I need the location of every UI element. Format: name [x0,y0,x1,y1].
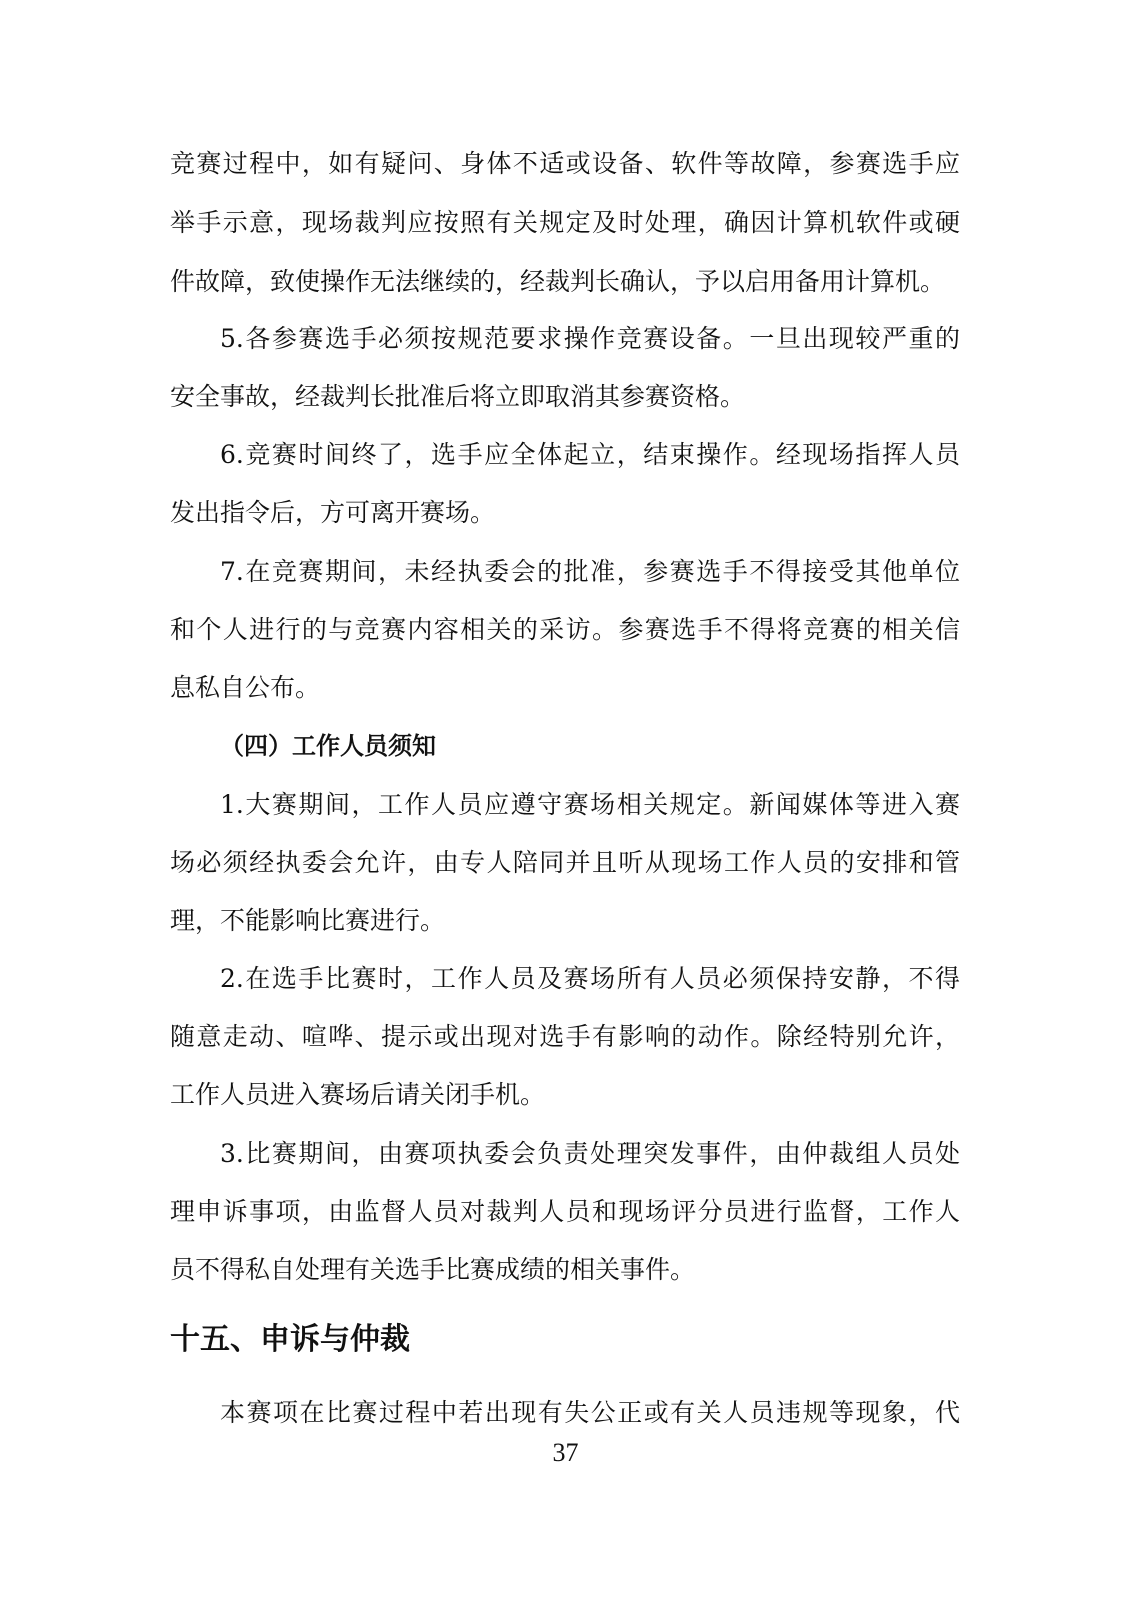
paragraph-line: 举手示意，现场裁判应按照有关规定及时处理，确因计算机软件或硬 [170,208,960,237]
page-number: 37 [552,1438,579,1467]
paragraph-line: 7.在竞赛期间，未经执委会的批准，参赛选手不得接受其他单位 [220,557,960,586]
paragraph-line: 1.大赛期间，工作人员应遵守赛场相关规定。新闻媒体等进入赛 [220,790,960,819]
paragraph-line: 和个人进行的与竞赛内容相关的采访。参赛选手不得将竞赛的相关信 [170,615,960,644]
paragraph-line: 竞赛过程中，如有疑问、身体不适或设备、软件等故障，参赛选手应 [170,149,960,178]
paragraph-line: 2.在选手比赛时，工作人员及赛场所有人员必须保持安静，不得 [220,964,960,993]
paragraph-line: 3.比赛期间，由赛项执委会负责处理突发事件，由仲裁组人员处 [220,1139,960,1168]
paragraph-line: 件故障，致使操作无法继续的，经裁判长确认，予以启用备用计算机。 [170,267,946,296]
paragraph-line: 场必须经执委会允许，由专人陪同并且听从现场工作人员的安排和管 [170,848,960,877]
section-subheading: （四）工作人员须知 [220,732,436,760]
paragraph-line: 安全事故，经裁判长批准后将立即取消其参赛资格。 [170,382,746,411]
paragraph-line: 本赛项在比赛过程中若出现有失公正或有关人员违规等现象，代 [220,1398,960,1427]
paragraph-line: 5.各参赛选手必须按规范要求操作竞赛设备。一旦出现较严重的 [220,324,960,353]
paragraph-line: 工作人员进入赛场后请关闭手机。 [170,1080,546,1109]
paragraph-line: 理，不能影响比赛进行。 [170,906,446,935]
paragraph-line: 理申诉事项，由监督人员对裁判人员和现场评分员进行监督，工作人 [170,1197,960,1226]
paragraph-line: 6.竞赛时间终了，选手应全体起立，结束操作。经现场指挥人员 [220,440,960,469]
paragraph-line: 员不得私自处理有关选手比赛成绩的相关事件。 [170,1255,696,1284]
section-heading: 十五、申诉与仲裁 [170,1322,410,1357]
paragraph-line: 随意走动、喧哗、提示或出现对选手有影响的动作。除经特别允许， [170,1022,960,1051]
paragraph-line: 息私自公布。 [170,673,321,702]
paragraph-line: 发出指令后，方可离开赛场。 [170,498,496,527]
